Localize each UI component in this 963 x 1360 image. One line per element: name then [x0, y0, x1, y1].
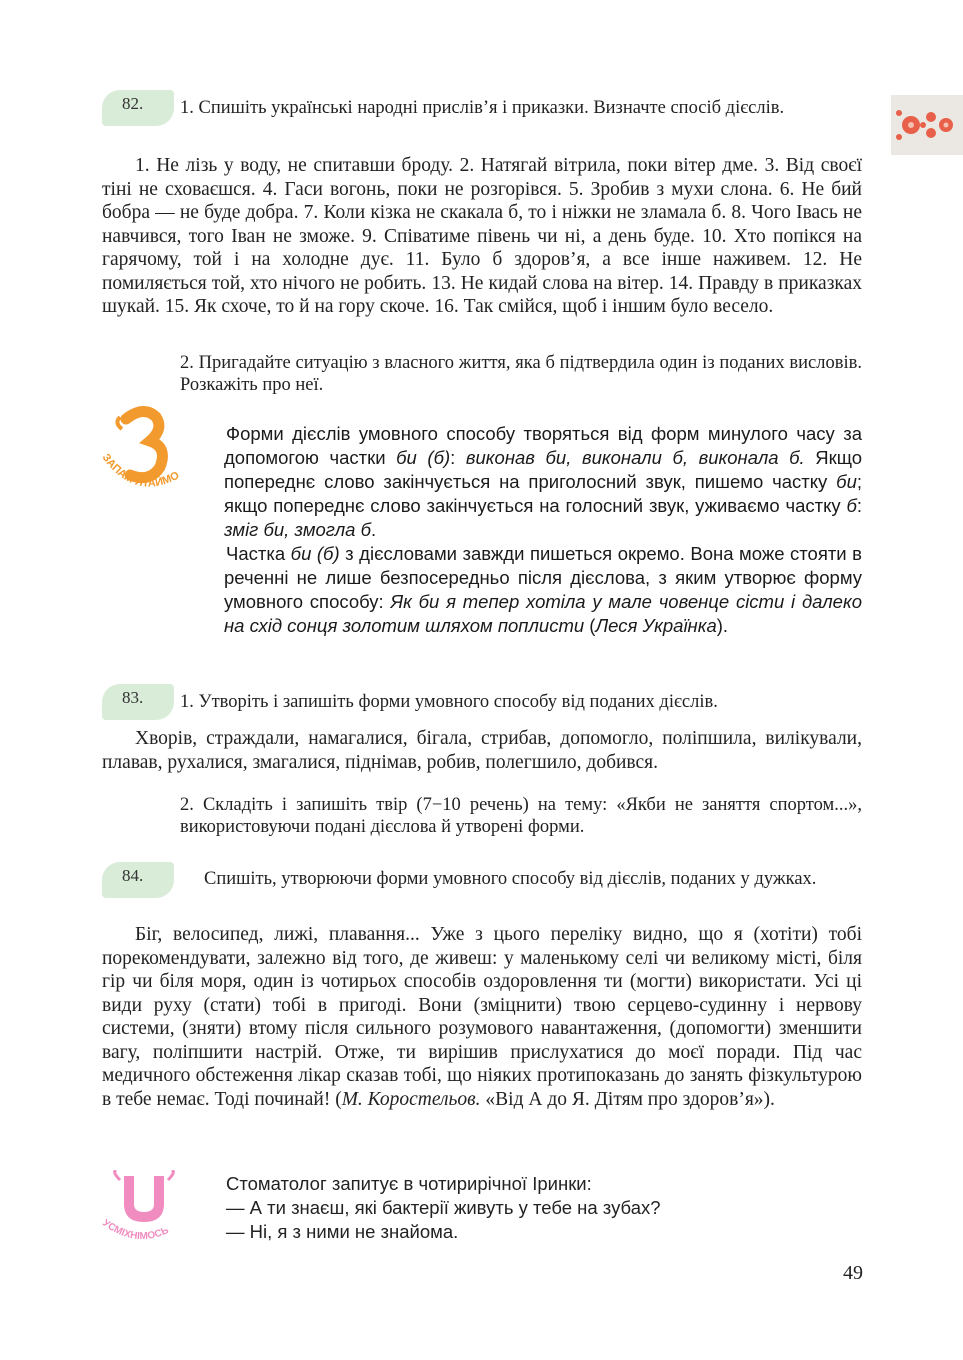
- remember-icon-label: ЗАПАМ’ЯТАЙМО: [99, 451, 182, 490]
- exercise-text: [102, 923, 862, 1111]
- exercise-number: 84.: [122, 866, 144, 885]
- rule-example: зміг би, змогла б: [224, 519, 371, 540]
- rule-author: Леся Українка: [595, 615, 717, 636]
- exercise-text-body: Біг, велосипед, лижі, плавання... Уже з цього переліку видно, що я (хотіти) тобі порекомендувати, залежно від того, де живеш: у маленькому селі чи великому місті, біля гір чи біля моря, один із чотирьох способів оздоровлення ти (могти) використати. Усі ці види руху (стати) тобі в пригоді. Вони (зміцнити) твою серцево-судинну і нервову системи, (зняти) втому після сильного розумового навантаження, (допомогти) зменшити вагу, поліпшити настрій. Отже, ти вирішив прислухатися до моєї поради. Під час медичного обстеження лікар сказав тобі, що ніяких протипоказань до занять фізкультурою в тебе немає. Тоді починай! (: [102, 924, 862, 1110]
- rule-text: Форми дієслів умовного способу творяться від форм минулого часу за допомогою частки: [224, 423, 862, 468]
- rule-text: :: [856, 495, 862, 516]
- remember-icon: [96, 405, 192, 501]
- exercise-number-badge: [102, 90, 174, 126]
- exercise-task: 2. Пригадайте ситуацію з власного життя, яка б підтвердила один із поданих висловів. Розкажіть про неї.: [180, 353, 862, 395]
- exercise-task: 2. Складіть і запишіть твір (7−10 речень) на тему: «Якби не заняття спортом...», використовуючи подані дієслова й утворені форми.: [180, 795, 862, 837]
- exercise-task: 1. Утворіть і запишіть форми умовного способу від поданих дієслів.: [180, 692, 718, 712]
- rule-example: би (б): [396, 447, 451, 468]
- rule-text: (: [584, 615, 596, 636]
- rule-text: .: [370, 519, 377, 540]
- embroidery-ornament: [891, 95, 963, 155]
- rule-example: би: [836, 471, 857, 492]
- proverbs-text: 1. Не лізь у воду, не спитавши броду. 2. Натягай вітрила, поки вітер дме. 3. Від своєї тіні не сховаєшся. 4. Гаси вогонь, поки не розгорівся. 5. Зробив з мухи слона. 6. Не бий бобра — не буде добра. 7. Коли кізка не скакала б, то і ніжки не зламала б. 8. Чого Івась не навчився, того Іван не зможе. 9. Співатиме півень чи ні, а день буде. 10. Хто попікся на гарячому, той і на холодне дує. 11. Було б здоров’я, а все інше наживем. 12. Не помиляється той, хто нічого не робить. 13. Не кидай слова на вітер. 14. Правду в приказках шукай. 15. Як схоче, то й на гору скоче. 16. Так смійся, щоб і іншим було весело.: [102, 155, 862, 317]
- exercise-task: Спишіть, утворюючи форми умовного способу від дієслів, поданих у дужках.: [204, 869, 817, 889]
- exercise-number: 83.: [122, 688, 144, 707]
- smile-icon: [98, 1170, 190, 1250]
- verbs-list: Хворів, страждали, намагалися, бігала, стрибав, допомогло, поліпшила, вилікували, плавав, рухалися, змагалися, піднімав, робив, полегшило, добився.: [102, 728, 862, 773]
- exercise-number-badge: [102, 862, 174, 898]
- rule-example: б: [846, 495, 857, 516]
- rule-example: Як би я тепер хотіла у мале човенце сісти і далеко на схід сонця золотим шляхом поплисти: [224, 591, 862, 636]
- text-source: «Від А до Я. Дітям про здоров’я»).: [480, 1088, 775, 1110]
- rule-paragraph: [224, 422, 862, 638]
- rule-text: Частка: [226, 543, 291, 564]
- exercise-number: 82.: [122, 94, 144, 113]
- svg-text:УСМІХНІМОСЬ: [100, 1218, 170, 1243]
- rule-example: би (б): [290, 543, 340, 564]
- svg-text:ЗАПАМ’ЯТАЙМО: [100, 452, 182, 490]
- rule-text: Якщо попереднє слово закінчується на приголосний звук, пишемо частку: [224, 447, 863, 492]
- rule-text: з дієсловами завжди пишеться окремо. Вона може стояти в реченні не лише безпосередньо після дієслова, з яким утворює форму умовного способу:: [224, 543, 862, 612]
- rule-example: виконав би, виконали б, виконала б.: [465, 447, 805, 468]
- exercise-number-badge: [102, 684, 174, 720]
- rule-text: :: [450, 447, 466, 468]
- joke-line: Стоматолог запитує в чотирирічної Іринки:: [226, 1173, 592, 1194]
- joke-line: — А ти знаєш, які бактерії живуть у тебе на зубах?: [226, 1197, 661, 1218]
- rule-text: ; якщо попереднє слово закінчується на голосний звук, уживаємо частку: [224, 471, 862, 516]
- joke-line: — Ні, я з ними не знайома.: [226, 1221, 459, 1242]
- text-author: М. Коростельов.: [341, 1088, 481, 1110]
- page-number: 49: [843, 1262, 863, 1284]
- rule-text: ).: [716, 615, 729, 636]
- exercise-task: 1. Спишіть українські народні прислів’я і приказки. Визначте спосіб дієслів.: [180, 98, 785, 118]
- smile-icon-label: УСМІХНІМОСЬ: [100, 1217, 171, 1243]
